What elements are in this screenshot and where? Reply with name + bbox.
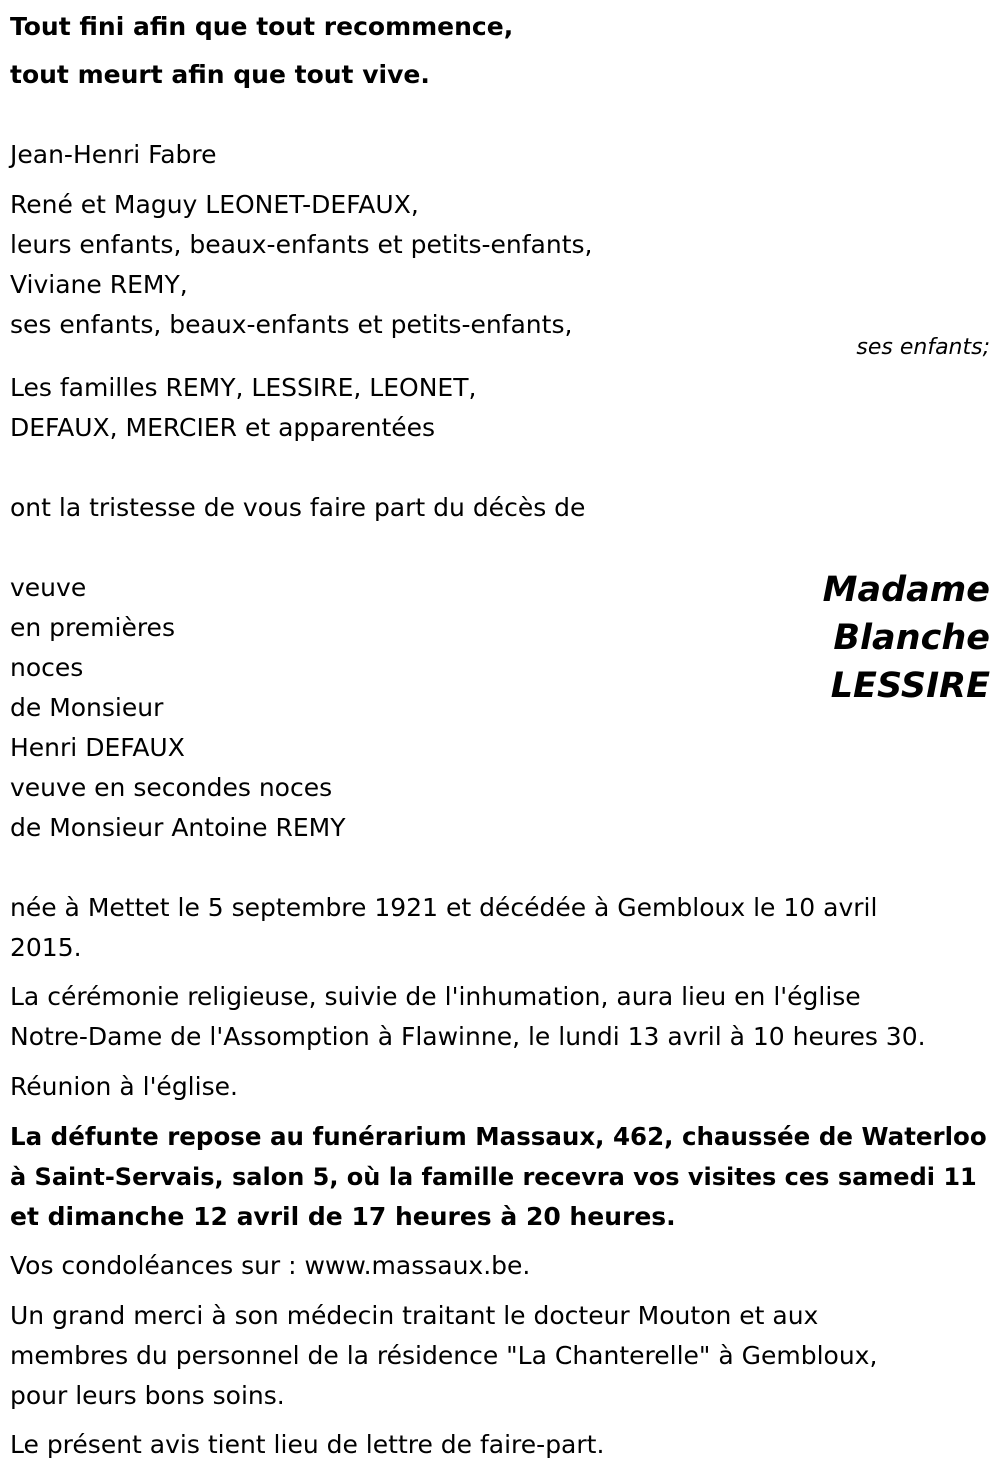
thanks-line-2: membres du personnel de la résidence "La Chanterelle" à Gembloux, xyxy=(10,1341,878,1370)
marital-line-2: en premières xyxy=(10,613,175,642)
quote-author: Jean-Henri Fabre xyxy=(10,140,217,169)
marital-line-3: noces xyxy=(10,653,84,682)
family-line-1: René et Maguy LEONET-DEFAUX, xyxy=(10,190,419,219)
closing: Le présent avis tient lieu de lettre de faire-part. xyxy=(10,1430,605,1459)
funerarium-line-1: La défunte repose au funérarium Massaux, 462, chaussée de Waterloo xyxy=(10,1122,987,1151)
birth-death-line-2: 2015. xyxy=(10,933,82,962)
funerarium-line-3: et dimanche 12 avril de 17 heures à 20 heures. xyxy=(10,1202,676,1231)
meeting: Réunion à l'église. xyxy=(10,1072,238,1101)
families-line-1: Les familles REMY, LESSIRE, LEONET, xyxy=(10,373,477,402)
family-line-2: leurs enfants, beaux-enfants et petits-enfants, xyxy=(10,230,593,259)
family-line-4: ses enfants, beaux-enfants et petits-enfants, xyxy=(10,310,573,339)
side-note: ses enfants; xyxy=(856,335,990,360)
funerarium-line-2: à Saint-Servais, salon 5, où la famille recevra vos visites ces samedi 11 xyxy=(10,1163,977,1191)
condolences: Vos condoléances sur : www.massaux.be. xyxy=(10,1251,531,1280)
marital-line-7: de Monsieur Antoine REMY xyxy=(10,813,346,842)
family-line-3: Viviane REMY, xyxy=(10,270,188,299)
marital-line-6: veuve en secondes noces xyxy=(10,773,333,802)
announcement: ont la tristesse de vous faire part du décès de xyxy=(10,493,586,522)
ceremony-line-1: La cérémonie religieuse, suivie de l'inhumation, aura lieu en l'église xyxy=(10,982,861,1011)
birth-death-line-1: née à Mettet le 5 septembre 1921 et décédée à Gembloux le 10 avril xyxy=(10,893,878,922)
families-line-2: DEFAUX, MERCIER et apparentées xyxy=(10,413,436,442)
marital-line-4: de Monsieur xyxy=(10,693,164,722)
marital-line-5: Henri DEFAUX xyxy=(10,733,185,762)
quote-line-2: tout meurt afin que tout vive. xyxy=(10,60,430,89)
thanks-line-3: pour leurs bons soins. xyxy=(10,1381,285,1410)
marital-line-1: veuve xyxy=(10,573,87,602)
deceased-first-name: Blanche xyxy=(833,618,990,658)
thanks-line-1: Un grand merci à son médecin traitant le docteur Mouton et aux xyxy=(10,1301,819,1330)
ceremony-line-2: Notre-Dame de l'Assomption à Flawinne, le lundi 13 avril à 10 heures 30. xyxy=(10,1022,926,1051)
quote-line-1: Tout fini afin que tout recommence, xyxy=(10,12,514,41)
deceased-title: Madame xyxy=(822,570,990,610)
deceased-last-name: LESSIRE xyxy=(830,666,990,706)
